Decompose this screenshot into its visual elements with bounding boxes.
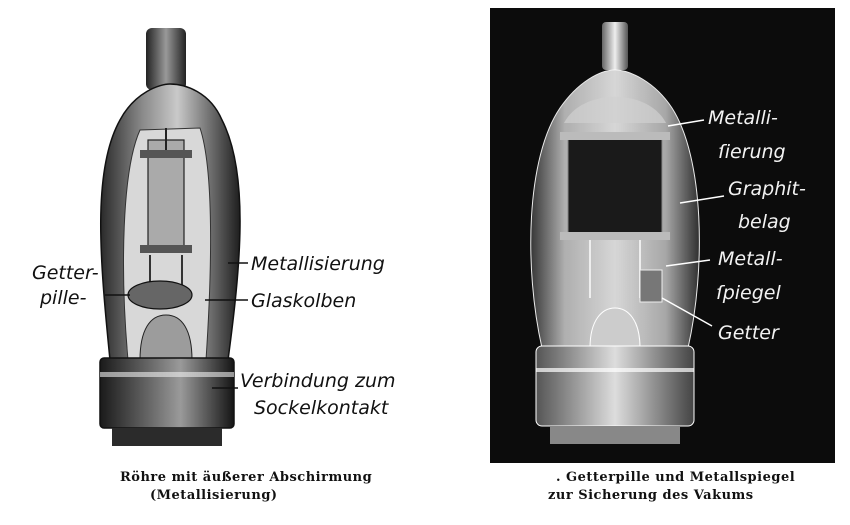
mica-bottom [140,245,192,253]
label-metallisierung-line1: Metalli- [708,107,778,129]
label-metallspiegel-line1: Metall- [718,248,783,270]
label-graphitbelag-line1: Graphit- [728,178,806,200]
left-caption-line1: Röhre mit äußerer Abschirmung [120,470,373,485]
tube-base [100,358,234,428]
right-caption-line2: zur Sicherung des Vakums [548,488,754,503]
mica-top [140,150,192,158]
right-tube-figure [490,8,835,463]
getter [640,270,662,302]
mica-top [560,132,670,140]
right-tube-illustration [490,8,835,463]
base-pins [550,426,680,444]
label-graphitbelag-line2: belag [738,211,791,233]
label-verbindung-line2: Sockelkontakt [254,397,389,419]
label-getterpille-line1: Getter- [32,262,99,284]
label-glaskolben: Glaskolben [251,290,357,312]
anode-graphite [568,138,662,233]
label-verbindung-line1: Verbindung zum [240,370,396,392]
top-cap [146,28,186,90]
label-getterpille-line2: pille- [40,287,87,309]
label-metallisierung-line2: ſierung [718,141,786,163]
label-metallspiegel-line2: ſpiegel [716,282,781,304]
mica-bottom [560,232,670,240]
right-caption-line1: . Getterpille und Metallspiegel [556,470,796,485]
top-cap [602,22,628,70]
left-caption-line2: (Metallisierung) [150,488,278,503]
label-metallisierung: Metallisierung [251,253,385,275]
tube-base [536,346,694,426]
getter-pill [128,281,192,309]
base-pins [112,428,222,446]
label-getter: Getter [718,322,779,344]
